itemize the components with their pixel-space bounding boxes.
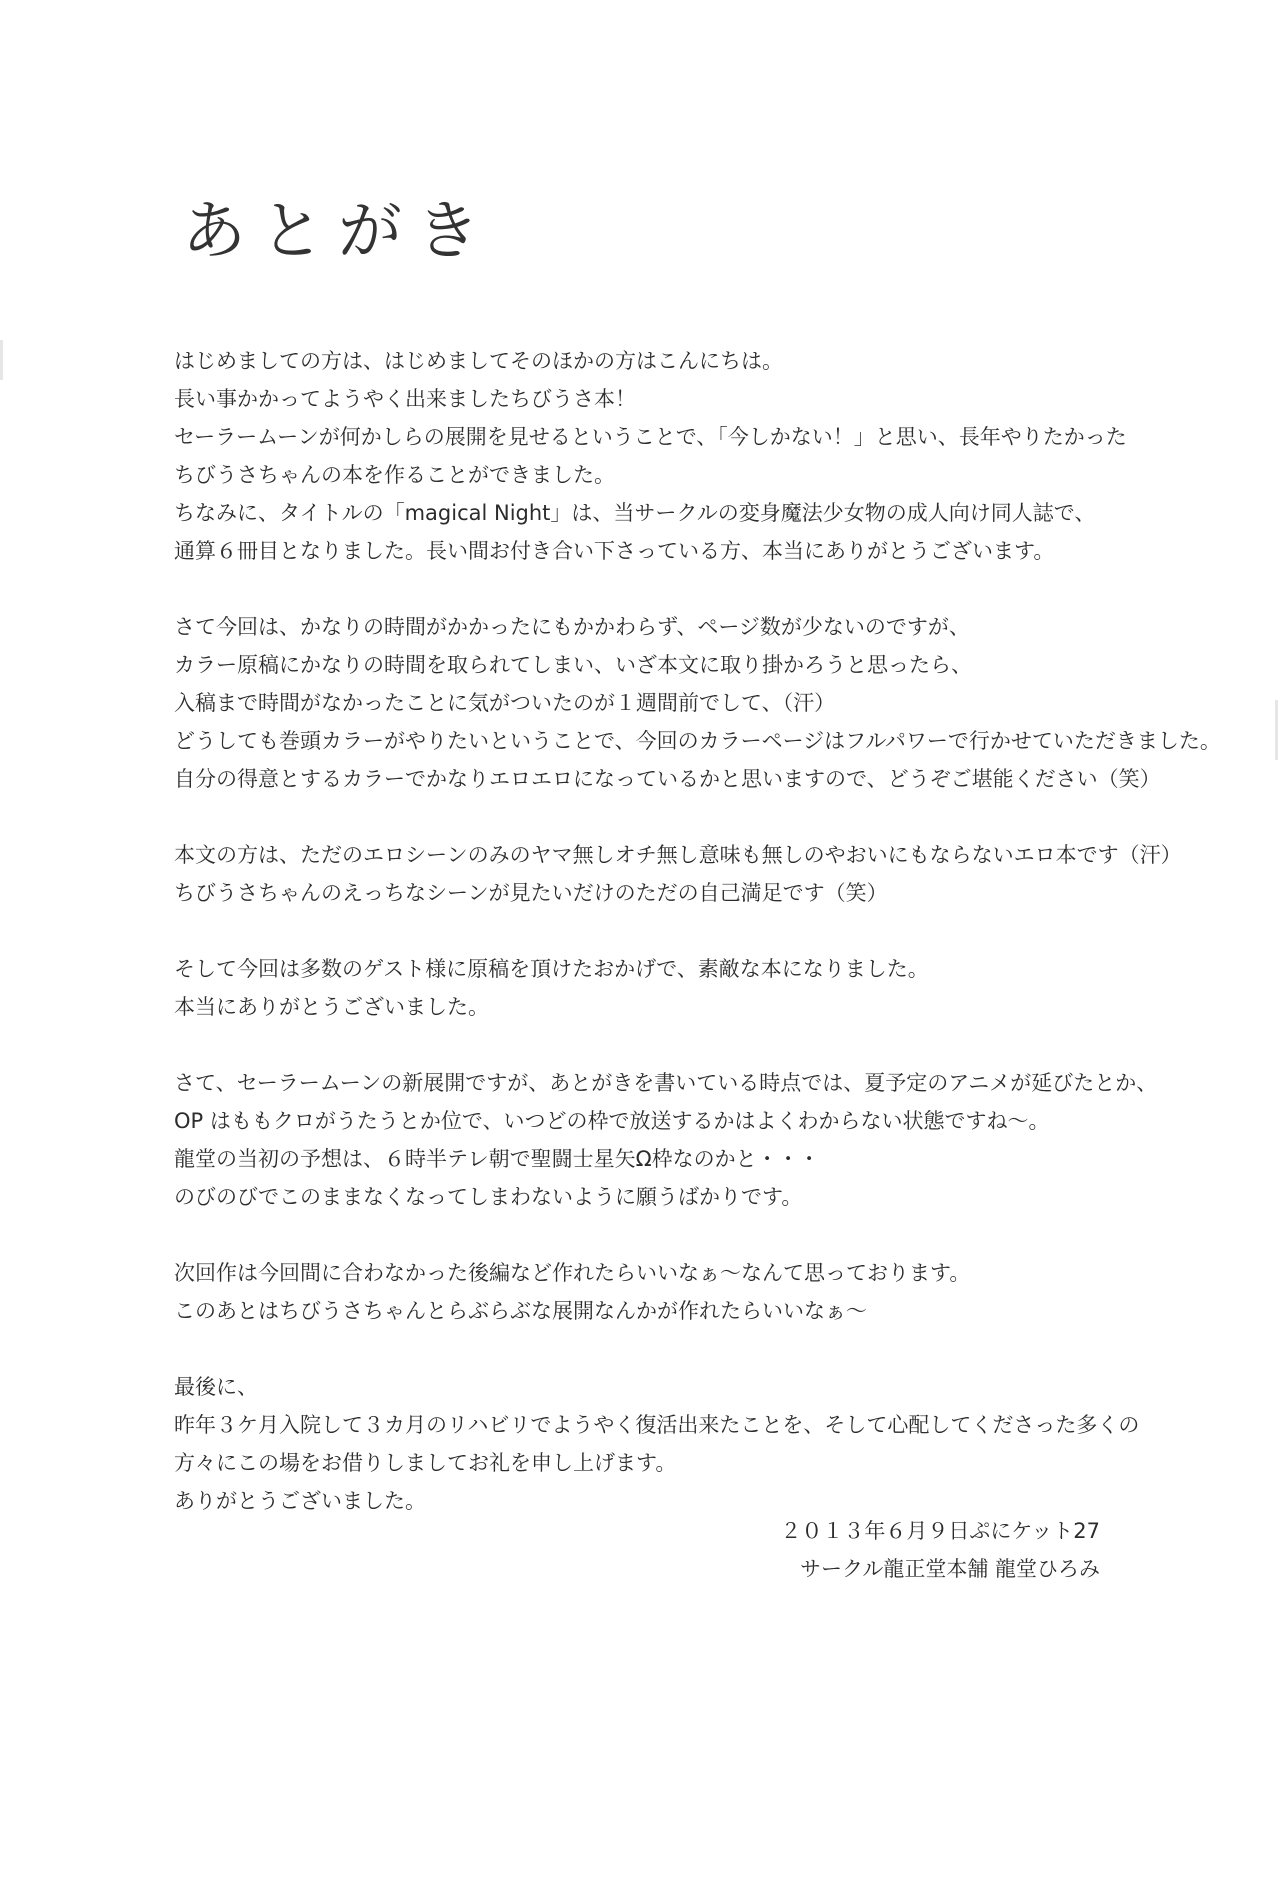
text-line: ちびうさちゃんのえっちなシーンが見たいだけのただの自己満足です（笑） bbox=[174, 881, 888, 905]
text-line: 龍堂の当初の予想は、６時半テレ朝で聖闘士星矢Ω枠なのかと・・・ bbox=[174, 1147, 820, 1171]
text-line: OP はももクロがうたうとか位で、いつどの枠で放送するかはよくわからない状態ですね～。 bbox=[174, 1109, 1050, 1133]
paragraph bbox=[174, 342, 1234, 570]
paragraph-gap bbox=[174, 1216, 1234, 1254]
text-line: 最後に、 bbox=[174, 1375, 258, 1399]
text-line: ありがとうございました。 bbox=[174, 1489, 426, 1513]
paragraph-gap bbox=[174, 912, 1234, 950]
text-line: どうしても巻頭カラーがやりたいということで、今回のカラーページはフルパワーで行かせていただきました。 bbox=[174, 729, 1221, 753]
paragraph bbox=[174, 1254, 1234, 1330]
scan-edge-mark bbox=[0, 340, 3, 380]
paragraph bbox=[174, 608, 1234, 798]
text-line: 入稿まで時間がなかったことに気がついたのが１週間前でして、（汗） bbox=[174, 691, 836, 715]
paragraph bbox=[174, 950, 1234, 1026]
text-line: 自分の得意とするカラーでかなりエロエロになっているかと思いますので、どうぞご堪能ください（笑） bbox=[174, 767, 1161, 791]
text-line: 昨年３ケ月入院して３カ月のリハビリでようやく復活出来たことを、そして心配してくださった多くの bbox=[174, 1413, 1140, 1437]
text-line: さて今回は、かなりの時間がかかったにもかかわらず、ページ数が少ないのですが、 bbox=[174, 615, 970, 639]
text-line: 次回作は今回間に合わなかった後編など作れたらいいなぁ～なんて思っております。 bbox=[174, 1261, 971, 1285]
text-line: ちびうさちゃんの本を作ることができました。 bbox=[174, 463, 615, 487]
text-line: 長い事かかってようやく出来ましたちびうさ本！ bbox=[174, 387, 636, 411]
paragraph-gap bbox=[174, 570, 1234, 608]
text-line: 本文の方は、ただのエロシーンのみのヤマ無しオチ無し意味も無しのやおいにもならないエロ本です（汗） bbox=[174, 843, 1182, 867]
paragraph bbox=[174, 836, 1234, 912]
text-line: 方々にこの場をお借りしましてお礼を申し上げます。 bbox=[174, 1451, 677, 1475]
text-line: ちなみに、タイトルの「magical Night」は、当サークルの変身魔法少女物の成人向け同人誌で、 bbox=[174, 501, 1096, 525]
text-line: はじめましての方は、はじめましてそのほかの方はこんにちは。 bbox=[174, 349, 783, 373]
text-line: 通算６冊目となりました。長い間お付き合い下さっている方、本当にありがとうございます。 bbox=[174, 539, 1055, 563]
paragraph bbox=[174, 1064, 1234, 1216]
paragraph-gap bbox=[174, 798, 1234, 836]
text-line: カラー原稿にかなりの時間を取られてしまい、いざ本文に取り掛かろうと思ったら、 bbox=[174, 653, 972, 677]
paragraph bbox=[174, 1368, 1234, 1520]
paragraph-gap bbox=[174, 1330, 1234, 1368]
text-line: さて、セーラームーンの新展開ですが、あとがきを書いている時点では、夏予定のアニメが延びたとか、 bbox=[174, 1071, 1158, 1095]
signature-date: ２０１３年６月９日ぷにケット27 bbox=[780, 1519, 1100, 1543]
text-line: このあとはちびうさちゃんとらぶらぶな展開なんかが作れたらいいなぁ～ bbox=[174, 1299, 867, 1323]
text-line: そして今回は多数のゲスト様に原稿を頂けたおかげで、素敵な本になりました。 bbox=[174, 957, 929, 981]
paragraph-gap bbox=[174, 1026, 1234, 1064]
afterword-body bbox=[174, 342, 1234, 1520]
page-title: あとがき bbox=[182, 195, 494, 269]
signature-author: サークル龍正堂本舗 龍堂ひろみ bbox=[799, 1557, 1100, 1581]
signature-block bbox=[760, 1512, 1100, 1588]
text-line: セーラームーンが何かしらの展開を見せるということで、「今しかない！」と思い、長年やりたかった bbox=[174, 425, 1127, 449]
scan-edge-mark bbox=[1275, 700, 1278, 760]
text-line: のびのびでこのままなくなってしまわないように願うばかりです。 bbox=[174, 1185, 803, 1209]
text-line: 本当にありがとうございました。 bbox=[174, 995, 489, 1019]
